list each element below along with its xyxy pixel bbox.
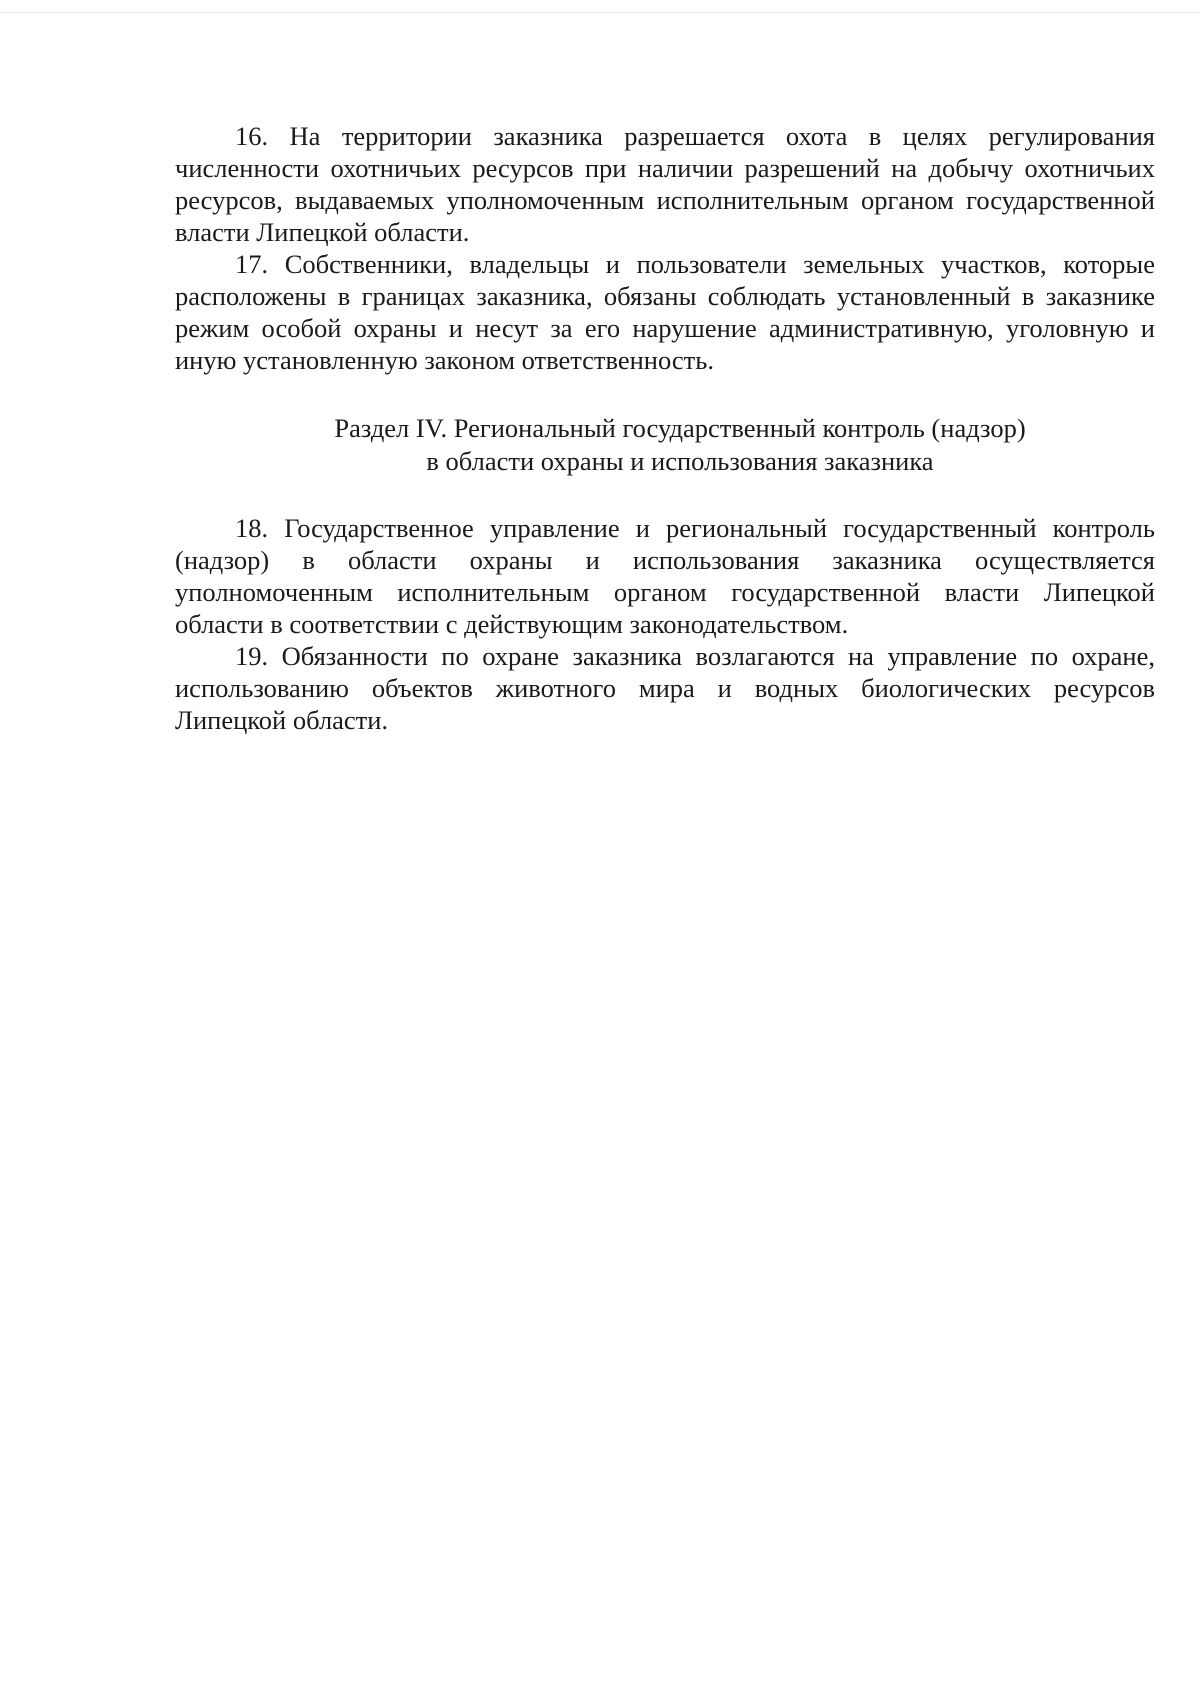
paragraph-19: 19. Обязанности по охране заказника возлагаются на управление по охране, использованию объектов животного мира и водных биологических ресурсов Липецкой области. xyxy=(175,641,1155,735)
paragraph-16: 16. На территории заказника разрешается охота в целях регулирования численности охотничьих ресурсов при наличии разрешений на добычу охотничьих ресурсов, выдаваемых уполномоченным исполнительным органом государственной власти Липецкой области. xyxy=(175,121,1155,247)
document-page xyxy=(175,120,1155,736)
scan-edge-line xyxy=(0,12,1200,13)
section-title-line-2: в области охраны и использования заказника xyxy=(426,446,934,476)
paragraph-18: 18. Государственное управление и региональный государственный контроль (надзор) в области охраны и использования заказника осуществляется уполномоченным исполнительным органом государственной власти Липецкой области в соответствии с действующим законодательством. xyxy=(175,513,1155,639)
section-title-line-1: Раздел IV. Региональный государственный контроль (надзор) xyxy=(334,413,1026,443)
paragraph-17: 17. Собственники, владельцы и пользователи земельных участков, которые расположены в границах заказника, обязаны соблюдать установленный в заказнике режим особой охраны и несут за его нарушение административную, уголовную и иную установленную законом ответственность. xyxy=(175,249,1155,375)
section-heading xyxy=(175,412,1155,478)
